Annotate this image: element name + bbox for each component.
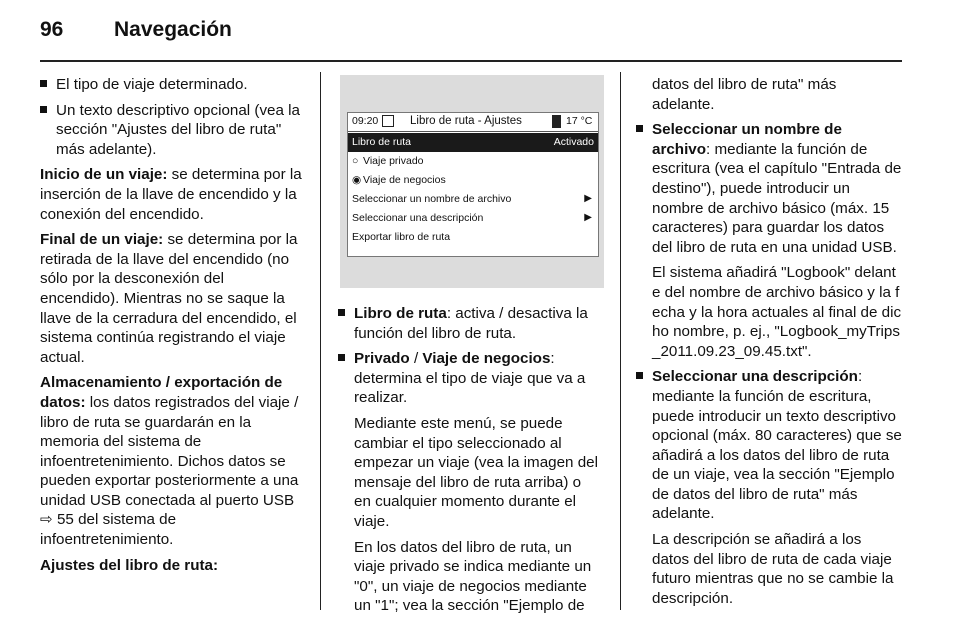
display-screen — [347, 112, 599, 257]
column-3 — [636, 75, 902, 614]
column-2 — [338, 304, 602, 622]
column-divider-1 — [320, 72, 321, 610]
bullet-icon — [40, 80, 47, 87]
para-storage-export: Almacenamiento / exportación de datos: los datos registrados del viaje / libro de ruta se guardarán en la memoria del sistema de infoentretenimiento. Dichos datos se pueden exportar posteriormente a una unidad USB conectada al puerto USB ⇨ 55 del sistema de infoentretenimiento. — [40, 374, 299, 549]
status-bar — [348, 113, 598, 132]
page-ref[interactable]: 55 — [56, 511, 74, 529]
para-trip-type-change: Mediante este menú, se puede cambiar el tipo seleccionado al empezar un viaje (vea la imagen del mensaje del libro de ruta arriba) o en cualquier momento durante el viaje. — [354, 414, 598, 530]
page-reference-arrow-icon: ⇨ — [40, 511, 53, 529]
clock-icon — [382, 115, 394, 127]
bullet-select-description: Seleccionar una descripción: mediante la función de escritura, puede introducir un texto descriptivo opcional (máx. 80 caracteres) que se añadirá a los datos del libro de ruta de un viaje, vea la sección "Ejemplo de datos del libro de ruta" más adelante. — [636, 367, 902, 524]
menu-item-logbook[interactable]: Libro de ruta Activado — [348, 133, 598, 152]
para-trip-end: Final de un viaje: se determina por la retirada de la llave del encendido (no sólo por la desconexión del encendido). Mientras no se saque la llave de la cerradura del encendido, el sistema continúa registrando el viaje actual. — [40, 231, 298, 366]
para-trip-type-data: En los datos del libro de ruta, un viaje privado se indica mediante un "0", un viaje de negocios mediante un "1"; vea la sección "Ejemplo de — [354, 538, 592, 615]
bullet-icon — [40, 106, 47, 113]
para-trip-start: Inicio de un viaje: se determina por la inserción de la llave de encendido y la conexión del encendido. — [40, 166, 302, 223]
para-filename-format: El sistema añadirá "Logbook" delante del nombre de archivo básico y la fecha y la hora actuales al final de dicho nombre, p. ej., "Logbook_myTrips_2011.09.23_09.45.txt". — [652, 264, 902, 360]
bullet-icon — [636, 372, 643, 379]
column-divider-2 — [620, 72, 621, 610]
menu-item-export-logbook[interactable]: Exportar libro de ruta — [352, 231, 451, 243]
para-description-persist: La descripción se añadirá a los datos del libro de ruta de cada viaje futuro mientras que no se cambie la descripción. — [652, 531, 894, 607]
radio-empty-icon: ○ — [352, 155, 359, 167]
clock: 09:20 — [352, 115, 379, 127]
bullet-logbook: Libro de ruta: activa / desactiva la función del libro de ruta. — [338, 304, 602, 343]
menu-item-select-description[interactable]: Seleccionar una descripción ▶ — [352, 212, 592, 224]
chevron-right-icon: ▶ — [584, 193, 592, 204]
menu-item-select-filename[interactable]: Seleccionar un nombre de archivo ▶ — [352, 193, 592, 205]
page-title: Navegación — [114, 18, 232, 41]
thermometer-icon — [552, 115, 561, 128]
chevron-right-icon: ▶ — [584, 212, 592, 223]
bullet-trip-type: El tipo de viaje determinado. — [40, 75, 305, 95]
bullet-trip-type-select: Privado / Viaje de negocios: determina el tipo de viaje que va a realizar. — [338, 349, 602, 408]
bullet-select-filename: Seleccionar un nombre de archivo: mediante la función de escritura (vea el capítulo "Entrada de destino"), puede introducir un nombre de archivo básico (máx. 15 caracteres) para guardar los datos del libro de ruta en una unidad USB. — [636, 120, 902, 257]
screen-title: Libro de ruta - Ajustes — [410, 115, 522, 127]
temperature: 17 °C — [566, 115, 593, 127]
column-1 — [40, 75, 305, 581]
page-header — [40, 18, 232, 42]
bullet-description: Un texto descriptivo opcional (vea la sección "Ajustes del libro de ruta" más adelante). — [40, 101, 305, 160]
radio-selected-icon: ◉ — [352, 174, 362, 186]
bullet-icon — [338, 354, 345, 361]
page-number: 96 — [40, 18, 64, 41]
header-rule — [40, 60, 902, 62]
menu-item-business-trip[interactable]: ◉ Viaje de negocios — [352, 174, 446, 186]
bullet-icon — [338, 309, 345, 316]
para-settings-heading: Ajustes del libro de ruta: — [40, 556, 219, 574]
display-screenshot — [340, 75, 604, 288]
menu-item-private-trip[interactable]: ○ Viaje privado — [352, 155, 424, 167]
bullet-icon — [636, 125, 643, 132]
para-continued: datos del libro de ruta" más adelante. — [652, 76, 837, 113]
